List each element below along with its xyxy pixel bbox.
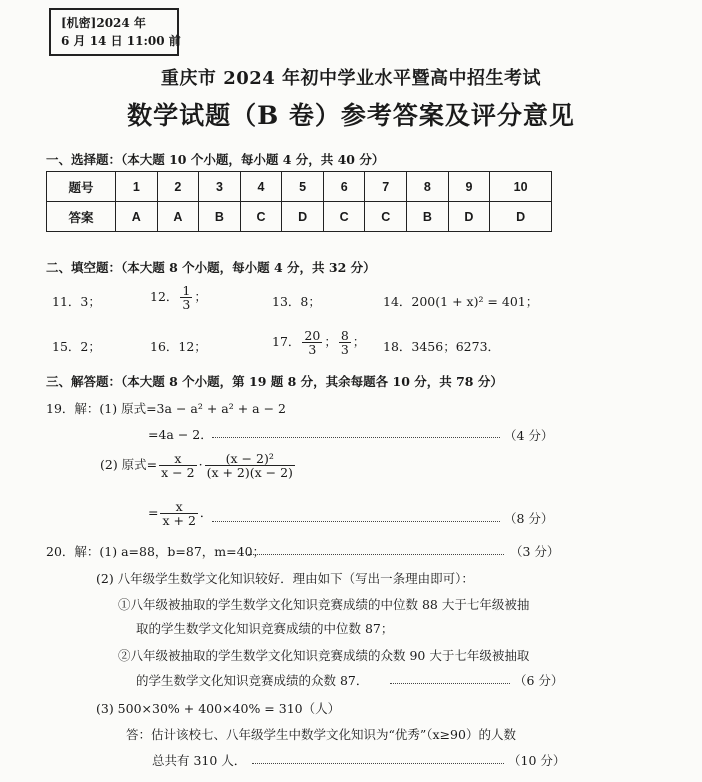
q19-fraction-1 xyxy=(159,452,196,479)
answer-16: 16．12； xyxy=(150,339,207,354)
fraction-denominator: 3 xyxy=(308,342,317,357)
section2-heading: 二、填空题：（本大题 8 个小题，每小题 4 分，共 32 分） xyxy=(46,260,376,275)
q19-part2-label: (2) 原式= xyxy=(100,457,158,472)
document-title: 数学试题（B 卷）参考答案及评分意见 xyxy=(127,101,575,130)
answer-cell: A xyxy=(116,202,158,232)
q19-part2-line2 xyxy=(148,500,212,527)
answer-cell: B xyxy=(407,202,449,232)
q19-score-2: （8 分） xyxy=(504,511,554,526)
question-number-cell: 3 xyxy=(199,172,241,202)
question-number-cell: 2 xyxy=(157,172,199,202)
answer-14: 14．200(1 + x)² = 401； xyxy=(383,294,539,309)
q20-answer-line1: 答：估计该校七、八年级学生中数学文化知识为“优秀”（x≥90）的人数 xyxy=(126,727,516,742)
fraction-denominator: (x + 2)(x − 2) xyxy=(206,465,293,480)
answer-17-fraction-1 xyxy=(302,329,322,356)
period: ． xyxy=(199,505,213,520)
question-number-cell: 6 xyxy=(323,172,365,202)
answer-12-tail: ； xyxy=(194,289,207,304)
answer-17-fraction-2 xyxy=(339,329,351,356)
q20-reason2-line2: 的学生数学文化知识竞赛成绩的众数 87． xyxy=(136,673,369,688)
fraction-numerator: x xyxy=(159,452,196,466)
dotted-leader xyxy=(212,437,500,438)
answer-11: 11．3； xyxy=(52,294,101,309)
q19-fraction-2 xyxy=(205,452,295,479)
q19-fraction-3 xyxy=(160,500,197,527)
q20-score-3: （10 分） xyxy=(508,753,566,768)
equals-sign: = xyxy=(148,505,159,520)
confidential-line-2: 6 月 14 日 11:00 前 xyxy=(61,34,181,48)
answer-12-label: 12． xyxy=(150,289,179,304)
answer-12 xyxy=(150,284,207,311)
q19-score-1: （4 分） xyxy=(504,428,554,443)
q20-score-1: （3 分） xyxy=(510,544,560,559)
q20-reason1-line2: 取的学生数学文化知识竞赛成绩的中位数 87； xyxy=(136,621,394,636)
confidential-stamp-box xyxy=(49,8,179,56)
question-number-header: 题号 xyxy=(47,172,116,202)
q19-part2-line1 xyxy=(100,452,297,479)
answer-17 xyxy=(272,329,365,356)
q20-reason2-line1: ②八年级被抽取的学生数学文化知识竞赛成绩的众数 90 大于七年级被抽取 xyxy=(118,648,530,663)
fraction-numerator: 20 xyxy=(304,328,321,343)
question-number-cell: 8 xyxy=(407,172,449,202)
answer-15: 15．2； xyxy=(52,339,101,354)
question-number-cell: 7 xyxy=(365,172,407,202)
confidential-line-1: [机密]2024 年 xyxy=(61,16,146,30)
answer-row xyxy=(47,202,552,232)
section1-heading: 一、选择题：（本大题 10 个小题，每小题 4 分，共 40 分） xyxy=(46,152,385,167)
question-number-cell: 1 xyxy=(116,172,158,202)
answer-header: 答案 xyxy=(47,202,116,232)
answer-cell: C xyxy=(365,202,407,232)
fraction-denominator: x + 2 xyxy=(162,513,196,528)
q20-part3: (3) 500×30% + 400×40% = 310（人） xyxy=(96,701,341,716)
dotted-leader xyxy=(212,521,500,522)
question-number-cell: 9 xyxy=(448,172,490,202)
question-number-cell: 10 xyxy=(490,172,552,202)
q19-part1-line2: =4a − 2． xyxy=(148,427,213,442)
multiply-dot: · xyxy=(198,457,203,472)
fraction-numerator: (x − 2)² xyxy=(205,452,295,466)
answer-18: 18．3456；6273． xyxy=(383,339,501,354)
answer-cell: A xyxy=(157,202,199,232)
answer-cell: D xyxy=(490,202,552,232)
section3-heading: 三、解答题：（本大题 8 个小题，第 19 题 8 分，其余每题各 10 分，共 78 分） xyxy=(46,374,503,389)
exam-title: 重庆市 2024 年初中学业水平暨高中招生考试 xyxy=(160,68,542,89)
answer-cell: D xyxy=(282,202,324,232)
answer-17-tail: ； xyxy=(352,334,366,349)
dotted-leader xyxy=(390,683,510,684)
question-number-row xyxy=(47,172,552,202)
fraction-denominator: 3 xyxy=(340,342,349,357)
question-number-cell: 4 xyxy=(240,172,282,202)
q20-reason1-line1: ①八年级被抽取的学生数学文化知识竞赛成绩的中位数 88 大于七年级被抽 xyxy=(118,597,530,612)
fraction-numerator: 1 xyxy=(182,283,191,298)
fraction-denominator: x − 2 xyxy=(161,465,195,480)
q19-part1-line1: 19．解：(1) 原式=3a − a² + a² + a − 2 xyxy=(46,401,286,416)
fraction-denominator: 3 xyxy=(182,297,191,312)
dotted-leader xyxy=(252,763,504,764)
answer-cell: C xyxy=(323,202,365,232)
q20-answer-line2: 总共有 310 人． xyxy=(152,753,247,768)
question-number-cell: 5 xyxy=(282,172,324,202)
answer-cell: B xyxy=(199,202,241,232)
dotted-leader xyxy=(248,554,504,555)
answer-cell: D xyxy=(448,202,490,232)
multiple-choice-answer-table xyxy=(46,171,552,232)
q20-part2-intro: (2) 八年级学生数学文化知识较好．理由如下（写出一条理由即可）： xyxy=(96,571,474,586)
answer-12-fraction xyxy=(180,284,192,311)
answer-13: 13．8； xyxy=(272,294,321,309)
q20-score-2: （6 分） xyxy=(514,673,564,688)
q20-part1: 20．解：(1) a=88，b=87，m=40； xyxy=(46,544,266,559)
fraction-numerator: x xyxy=(160,500,197,514)
answer-17-separator: ； xyxy=(324,334,337,349)
answer-17-label: 17． xyxy=(272,334,301,349)
answer-cell: C xyxy=(240,202,282,232)
fraction-numerator: 8 xyxy=(340,328,349,343)
